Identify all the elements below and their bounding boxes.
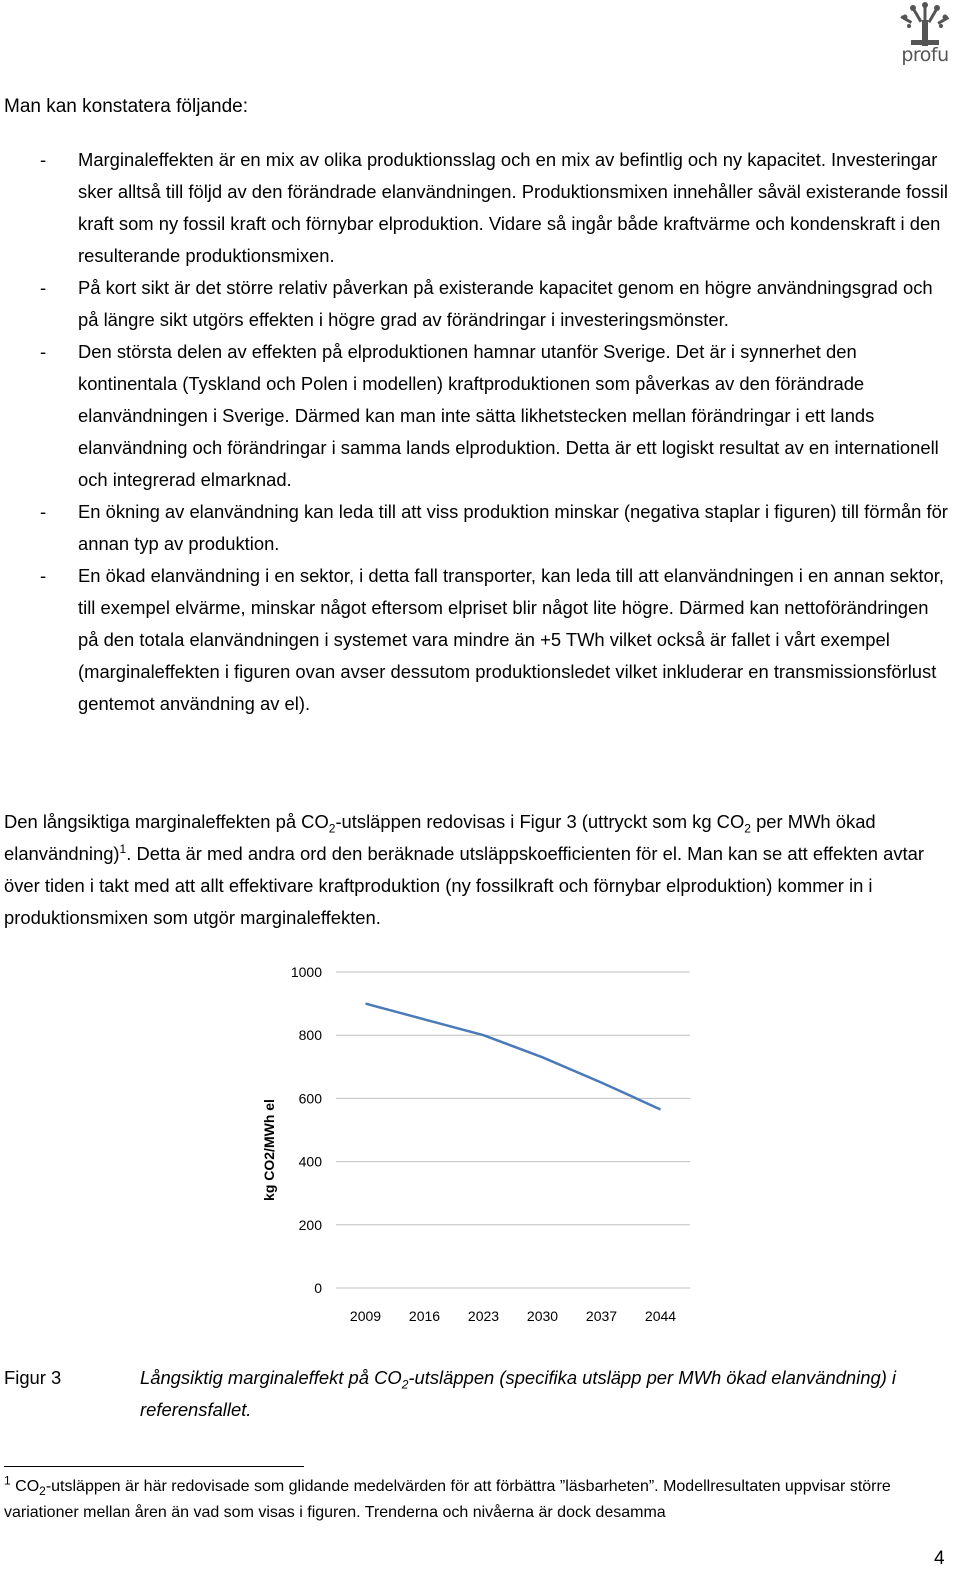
y-tick-label: 400	[298, 1153, 322, 1170]
footnote-part: CO	[10, 1478, 40, 1495]
y-tick-label: 0	[314, 1280, 322, 1296]
para-sub: 2	[328, 821, 336, 836]
caption-label: Figur 3	[4, 1367, 62, 1388]
page-number: 4	[934, 1548, 945, 1569]
bullet-dash: -	[40, 565, 47, 586]
bullet-list	[4, 144, 954, 720]
para-text: per MWh ökad elanvändning)	[4, 811, 876, 864]
footnote-divider	[4, 1466, 304, 1467]
y-tick-label: 1000	[290, 964, 322, 980]
para-text: Den långsiktiga marginaleffekten på CO	[4, 811, 329, 832]
para-text: -utsläppen redovisas i Figur 3 (uttryckt som kg CO	[335, 811, 745, 832]
bullet-dash: -	[40, 341, 47, 362]
footnote	[4, 1474, 954, 1526]
x-tick-label: 2009	[349, 1308, 382, 1324]
bullet-text: En ökad elanvändning i en sektor, i detta fall transporter, kan leda till att elanvändningen i en annan sektor, till exempel elvärme, minskar något eftersom elpriset blir något lite högre. Därmed kan nettoförändringen på den totala elanvändningen i systemet vara mindre än +5 TWh vilket också är fallet i vårt exempel (marginaleffekten i figuren ovan avser dessutom produktionsledet vilket inkluderar en transmissionsförlust gentemot användning av el).	[78, 565, 944, 714]
chart-svg	[250, 955, 720, 1335]
x-tick-label: 2037	[585, 1308, 618, 1324]
bullet-dash: -	[40, 501, 47, 522]
y-tick-label: 200	[298, 1216, 322, 1233]
bullet-text: Den största delen av effekten på elproduktionen hamnar utanför Sverige. Det är i synnerhet den kontinentala (Tyskland och Polen i modellen) kraftproduktionen som påverkas av den förändrade elanvändningen i Sverige. Därmed kan man inte sätta likhetstecken mellan förändringar i ett lands elanvändning och förändringar i samma lands elproduktion. Detta är ett logiskt resultat av en internationell och integrerad elmarknad.	[78, 341, 939, 490]
bullet-text: På kort sikt är det större relativ påverkan på existerande kapacitet genom en högre användningsgrad och på längre sikt utgörs effekten i högre grad av förändringar i investeringsmönster.	[78, 277, 933, 330]
x-tick-label: 2044	[644, 1308, 677, 1324]
footnote-sub: 2	[39, 1484, 46, 1499]
caption-part: -utsläppen (specifika utsläpp per MWh ökad elanvändning) i referensfallet.	[140, 1367, 897, 1420]
caption-text	[140, 1362, 920, 1426]
x-tick-label: 2016	[408, 1308, 441, 1324]
list-item	[4, 144, 954, 272]
footnote-part: -utsläppen är här redovisade som glidande medelvärden för att förbättra ”läsbarheten”. Modellresultaten uppvisar större variationer mellan åren än vad som visas i figuren. Trenderna och nivåerna är dock desamma	[4, 1478, 891, 1521]
bullet-text: En ökning av elanvändning kan leda till att viss produktion minskar (negativa staplar i figuren) till förmån för annan typ av produktion.	[78, 501, 948, 554]
para-text: . Detta är med andra ord den beräknade utsläppskoefficienten för el. Man kan se att effekten avtar över tiden i takt med att allt effektivare kraftproduktion (ny fossilkraft och förnybar elproduktion) kommer in i produktionsmixen som utgör marginaleffekten.	[4, 843, 924, 928]
list-item	[4, 272, 954, 336]
bullet-dash: -	[40, 277, 47, 298]
list-item	[4, 496, 954, 560]
bullet-text: Marginaleffekten är en mix av olika produktionsslag och en mix av befintlig och ny kapacitet. Investeringar sker alltså till följd av den förändrade elanvändningen. Produktionsmixen innehåller såväl existerande fossil kraft som ny fossil kraft och förnybar elproduktion. Vidare så ingår både kraftvärme och kondenskraft i den resulterande produktionsmixen.	[78, 149, 948, 266]
para-sub: 2	[744, 821, 751, 836]
profu-logo	[896, 0, 954, 68]
list-item	[4, 336, 954, 496]
body-paragraph	[4, 806, 954, 934]
list-item	[4, 560, 954, 720]
footnote-ref[interactable]: 1	[119, 841, 127, 856]
emissions-chart	[250, 955, 720, 1335]
y-tick-label: 600	[298, 1090, 322, 1107]
caption-sub: 2	[401, 1377, 409, 1392]
bullet-dash: -	[40, 149, 47, 170]
caption-part: Långsiktig marginaleffekt på CO	[140, 1367, 402, 1388]
logo-text: profu	[901, 44, 949, 66]
x-tick-label: 2023	[467, 1308, 500, 1324]
x-tick-label: 2030	[526, 1308, 559, 1324]
tree-icon	[896, 0, 954, 48]
intro-text: Man kan konstatera följande:	[4, 96, 248, 117]
y-axis-label: kg CO2/MWh el	[261, 1099, 277, 1201]
y-tick-label: 800	[298, 1027, 322, 1044]
series-line	[366, 1004, 661, 1110]
footnote-number: 1	[4, 1473, 11, 1488]
